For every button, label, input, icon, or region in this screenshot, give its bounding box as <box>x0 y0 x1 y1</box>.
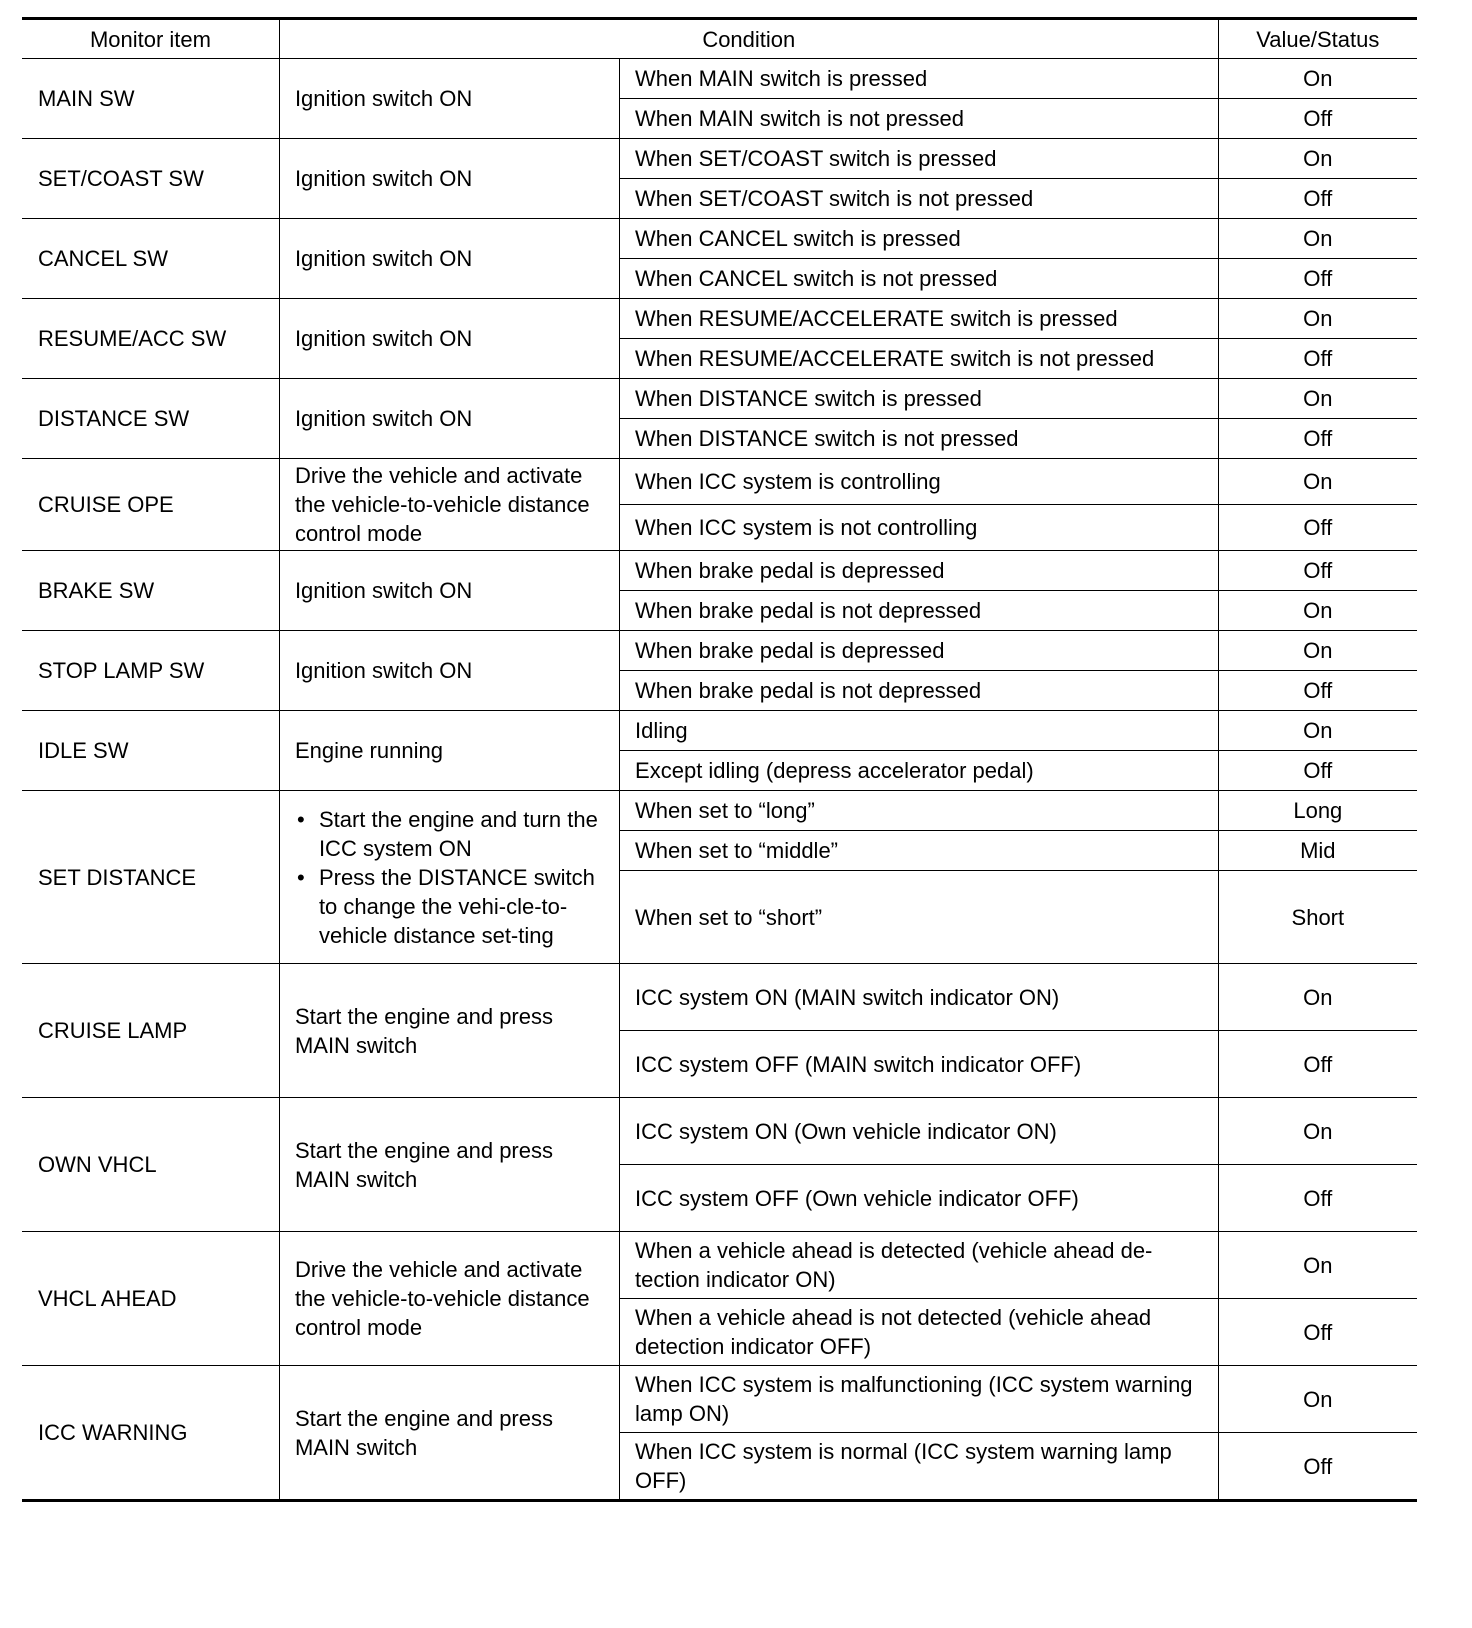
monitor-item-cell: CRUISE OPE <box>22 459 279 551</box>
monitor-item-cell: RESUME/ACC SW <box>22 299 279 379</box>
header-monitor-item: Monitor item <box>22 19 279 59</box>
value-status-cell: Off <box>1218 339 1417 379</box>
sub-condition-cell: When DISTANCE switch is not pressed <box>620 419 1219 459</box>
monitor-item-cell: CRUISE LAMP <box>22 964 279 1098</box>
monitor-item-cell: SET/COAST SW <box>22 139 279 219</box>
condition-cell: Start the engine and press MAIN switch <box>279 1366 619 1501</box>
value-status-cell: On <box>1218 299 1417 339</box>
sub-condition-cell: Except idling (depress accelerator pedal) <box>620 751 1219 791</box>
value-status-cell: Long <box>1218 791 1417 831</box>
condition-cell: Start the engine and press MAIN switch <box>279 1098 619 1232</box>
monitor-item-cell: IDLE SW <box>22 711 279 791</box>
sub-condition-cell: When RESUME/ACCELERATE switch is not pressed <box>620 339 1219 379</box>
table-row <box>22 459 1417 505</box>
monitor-item-cell: CANCEL SW <box>22 219 279 299</box>
condition-cell <box>279 791 619 964</box>
value-status-cell: On <box>1218 59 1417 99</box>
value-status-cell: On <box>1218 139 1417 179</box>
condition-cell: Drive the vehicle and activate the vehicle-to-vehicle distance control mode <box>279 1232 619 1366</box>
table-row <box>22 379 1417 419</box>
condition-cell: Drive the vehicle and activate the vehicle-to-vehicle distance control mode <box>279 459 619 551</box>
value-status-cell: Off <box>1218 179 1417 219</box>
value-status-cell: On <box>1218 219 1417 259</box>
value-status-cell: Off <box>1218 419 1417 459</box>
monitor-item-cell: ICC WARNING <box>22 1366 279 1501</box>
value-status-cell: On <box>1218 631 1417 671</box>
sub-condition-cell: When a vehicle ahead is detected (vehicle ahead de-tection indicator ON) <box>620 1232 1219 1299</box>
table-row <box>22 299 1417 339</box>
sub-condition-cell: ICC system ON (MAIN switch indicator ON) <box>620 964 1219 1031</box>
value-status-cell: Off <box>1218 1433 1417 1501</box>
sub-condition-cell: When brake pedal is depressed <box>620 551 1219 591</box>
table-body <box>22 59 1417 1501</box>
monitor-item-cell: BRAKE SW <box>22 551 279 631</box>
sub-condition-cell: When ICC system is malfunctioning (ICC system warning lamp ON) <box>620 1366 1219 1433</box>
value-status-cell: Off <box>1218 1165 1417 1232</box>
condition-cell: Start the engine and press MAIN switch <box>279 964 619 1098</box>
sub-condition-cell: When brake pedal is not depressed <box>620 591 1219 631</box>
value-status-cell: Off <box>1218 259 1417 299</box>
value-status-cell: Off <box>1218 1031 1417 1098</box>
condition-cell: Ignition switch ON <box>279 379 619 459</box>
sub-condition-cell: When SET/COAST switch is not pressed <box>620 179 1219 219</box>
sub-condition-cell: Idling <box>620 711 1219 751</box>
monitor-item-cell: OWN VHCL <box>22 1098 279 1232</box>
sub-condition-cell: When a vehicle ahead is not detected (vehicle ahead detection indicator OFF) <box>620 1299 1219 1366</box>
table-row <box>22 1366 1417 1433</box>
condition-cell: Engine running <box>279 711 619 791</box>
table-row <box>22 964 1417 1031</box>
sub-condition-cell: ICC system OFF (Own vehicle indicator OFF) <box>620 1165 1219 1232</box>
table-row <box>22 1098 1417 1165</box>
sub-condition-cell: When ICC system is controlling <box>620 459 1219 505</box>
value-status-cell: Off <box>1218 99 1417 139</box>
table-row <box>22 631 1417 671</box>
header-condition: Condition <box>279 19 1218 59</box>
table-row <box>22 711 1417 751</box>
value-status-cell: On <box>1218 1098 1417 1165</box>
monitor-item-table <box>22 17 1417 1502</box>
monitor-item-cell: VHCL AHEAD <box>22 1232 279 1366</box>
condition-cell: Ignition switch ON <box>279 59 619 139</box>
table-row <box>22 139 1417 179</box>
sub-condition-cell: When CANCEL switch is pressed <box>620 219 1219 259</box>
table-header-row <box>22 19 1417 59</box>
condition-cell: Ignition switch ON <box>279 139 619 219</box>
table-row <box>22 551 1417 591</box>
condition-bullet: • Start the engine and turn the ICC system ON <box>295 805 605 863</box>
value-status-cell: Short <box>1218 871 1417 964</box>
sub-condition-cell: When set to “short” <box>620 871 1219 964</box>
sub-condition-cell: When set to “middle” <box>620 831 1219 871</box>
monitor-item-cell: MAIN SW <box>22 59 279 139</box>
sub-condition-cell: When ICC system is not controlling <box>620 505 1219 551</box>
sub-condition-cell: When SET/COAST switch is pressed <box>620 139 1219 179</box>
value-status-cell: On <box>1218 379 1417 419</box>
value-status-cell: On <box>1218 964 1417 1031</box>
condition-bullet: • Press the DISTANCE switch to change the vehi-cle-to-vehicle distance set-ting <box>295 863 605 950</box>
sub-condition-cell: When MAIN switch is not pressed <box>620 99 1219 139</box>
value-status-cell: Off <box>1218 551 1417 591</box>
value-status-cell: Mid <box>1218 831 1417 871</box>
sub-condition-cell: When CANCEL switch is not pressed <box>620 259 1219 299</box>
header-value-status: Value/Status <box>1218 19 1417 59</box>
sub-condition-cell: When ICC system is normal (ICC system warning lamp OFF) <box>620 1433 1219 1501</box>
table-row <box>22 791 1417 831</box>
value-status-cell: Off <box>1218 1299 1417 1366</box>
value-status-cell: Off <box>1218 505 1417 551</box>
condition-cell: Ignition switch ON <box>279 551 619 631</box>
table-row <box>22 59 1417 99</box>
condition-bullet-list <box>295 805 605 950</box>
value-status-cell: On <box>1218 1366 1417 1433</box>
sub-condition-cell: When brake pedal is not depressed <box>620 671 1219 711</box>
sub-condition-cell: When MAIN switch is pressed <box>620 59 1219 99</box>
monitor-item-cell: SET DISTANCE <box>22 791 279 964</box>
condition-cell: Ignition switch ON <box>279 631 619 711</box>
value-status-cell: Off <box>1218 751 1417 791</box>
value-status-cell: On <box>1218 711 1417 751</box>
value-status-cell: Off <box>1218 671 1417 711</box>
sub-condition-cell: ICC system ON (Own vehicle indicator ON) <box>620 1098 1219 1165</box>
value-status-cell: On <box>1218 459 1417 505</box>
sub-condition-cell: When set to “long” <box>620 791 1219 831</box>
monitor-item-cell: STOP LAMP SW <box>22 631 279 711</box>
sub-condition-cell: When brake pedal is depressed <box>620 631 1219 671</box>
condition-cell: Ignition switch ON <box>279 299 619 379</box>
table-row <box>22 219 1417 259</box>
sub-condition-cell: When RESUME/ACCELERATE switch is pressed <box>620 299 1219 339</box>
sub-condition-cell: ICC system OFF (MAIN switch indicator OFF) <box>620 1031 1219 1098</box>
value-status-cell: On <box>1218 1232 1417 1299</box>
condition-cell: Ignition switch ON <box>279 219 619 299</box>
table-row <box>22 1232 1417 1299</box>
value-status-cell: On <box>1218 591 1417 631</box>
monitor-item-cell: DISTANCE SW <box>22 379 279 459</box>
sub-condition-cell: When DISTANCE switch is pressed <box>620 379 1219 419</box>
